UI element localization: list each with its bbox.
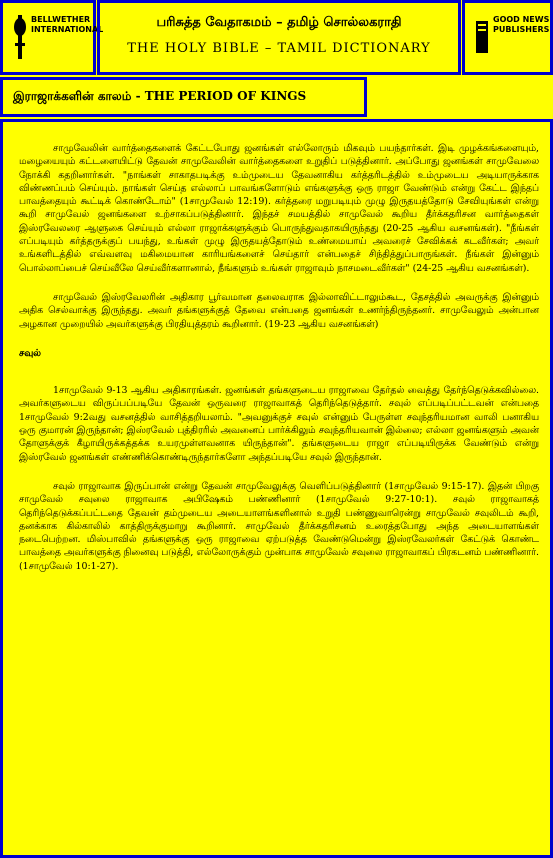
header-title-english: THE HOLY BIBLE – TAMIL DICTIONARY xyxy=(127,41,431,56)
paragraph: சாமுவேல் இஸ்ரவேலரின் அதிகார பூர்வமான தலைவராக இல்லாவிட்டாலும்கூட, தேசத்தில் அவருக்கு இன்னும் அதிக செல்வாக்கு இருந்தது. அவர் தங்களுக்குத் தேவை என்பதை ஜனங்கள் உணர்ந்திருந்தனர். சாமுவேலும் அன்பான அழகான முறையில் அவர்களுக்கு பிரதியுத்தரம் கூறினார். (19-23 ஆகிய வசனங்கள்) xyxy=(19,291,539,330)
bellwether-logo xyxy=(0,0,104,75)
content-box xyxy=(0,119,553,858)
paragraph: சவுல் ராஜாவாக இருப்பான் என்று தேவன் சாமுவேலுக்கு வெளிப்படுத்தினார் (1சாமுவேல் 9:15-17). இதன் பிறகு சாமுவேல் சவுலை ராஜாவாக அபிஷேகம் பண்ணினார் (1சாமுவேல் 9:27-10:1). சவுல் ராஜாவாகத் தெரிந்தெடுக்கப்பட்டதை தேவன் தம்முடைய அடையாளங்களினால் உறுதி பண்ணுவாரென்று சாமுவேல் சவுலிடம் கூறி, தனக்காக கில்காலில் காத்திருக்குமாறு கூறினார். சாமுவேல் தீர்க்கதரிசனம் உரைத்தபோது அந்த அடையாளங்கள் நடைபெற்றன. மிஸ்பாவில் தங்களுக்கு ஒரு ராஜாவை ஏற்படுத்த வேண்டுமென்று இஸ்ரவேலர்கள் கேட்டுக் கொண்ட பாவத்தை அவர்களுக்கு நினைவு படுத்தி, எல்லோருக்கும் முன்பாக சாமுவேல் சவுலை ராஜாவாகப் பிரகடனம் பண்ணினார். (1சாமுவேல் 10:1-27). xyxy=(19,480,539,572)
section-header xyxy=(0,77,367,117)
header-title-tamil: பரிசுத்த வேதாகமம் – தமிழ் சொல்லகராதி xyxy=(156,15,402,30)
paragraph: சாமுவேலின் வார்த்தைகளைக் கேட்டபோது ஜனங்கள் எல்லோரும் மிகவும் பயந்தார்கள். இடி முழக்கங்களையும், மழையையும் கட்டளையிட்டு தேவன் சாமுவேலின் வார்த்தைகளை உறுதிப் படுத்தினார். அப்போது ஜனங்கள் சாமுவேலை நோக்கி கதறினார்கள். "நாங்கள் சாகாதபடிக்கு உம்முடைய தேவனாகிய கர்த்தரிடத்தில் உம்முடைய அடியாருக்காக விண்ணப்பம் செய்யும். நாங்கள் செய்த எல்லாப் பாவங்களோடும் எங்களுக்கு ஒரு ராஜா வேண்டும் என்று கேட்ட இந்தப் பாவத்தையும் கூட்டிக் கொண்டோம்" (1சாமுவேல் 12:19). கர்த்தரை மறுபடியும் முழு இருதயத்தோடு சேவியுங்கள் என்று கூறி சாமுவேல் ஜனங்களை உற்சாகப்படுத்தினார். இந்தச் சமயத்தில் சாமுவேல் கூறிய தீர்க்கதரிசன வார்த்தைகள் இஸ்ரவேலரை ஆளுகை செய்யும் எல்லா ராஜாக்களுக்கும் பொருந்துவதாகயிருந்தது (20-25 ஆகிய வசனங்கள்). "நீங்கள் எப்படியும் கர்த்தருக்குப் பயந்து, உங்கள் முழு இருதயத்தோடும் உண்மையாய் அவரைச் சேவிக்கக் கடவீர்கள்; அவர் உங்களிடத்தில் எவ்வளவு மகிமையான காரியங்களைச் செய்தார் என்பதைச் சிந்தித்துப்பாருங்கள். நீங்கள் இன்னும் பொல்லாப்பைச் செய்வீலே செய்வீர்களானால், நீங்களும் உங்கள் ராஜாவும் நாசமடைவீர்கள்" (24-25 ஆகிய வசனங்கள்). xyxy=(19,143,539,274)
book-icon xyxy=(475,15,489,59)
paragraph: 1சாமுவேல் 9-13 ஆகிய அதிகாரங்கள். ஜனங்கள் தங்களுடைய ராஜாவை தேர்தல் வைத்து தேர்ந்தெடுக்கவில்லை. அவர்களுடைய விருப்பப்படியே தேவன் ஒருவரை ராஜாவாகத் தெரிந்தெடுத்தார். சவுல் எப்படிப்பட்டவன் என்பதை 1சாமுவேல் 9:2வது வசனத்தில் வாசித்தறியலாம். "அவனுக்குச் சவுல் என்னும் பேருள்ள சவுந்தரியமான வாலி பனாகிய ஒரு குமாரன் இருந்தான்; இஸ்ரவேல் புத்திரரில் அவனைப் பார்க்கிலும் சவுந்தரியவான் இல்லை; எல்லா ஜனங்களும் அவன் தோளுக்குக் கீழாயிருக்கத்தக்க உயரமுள்ளவனாக யிருந்தான்". தங்களுடைய ராஜா எப்படியிருக்க வேண்டும் என்று இஸ்ரவேல் ஜனங்கள் எண்ணிக்கொண்டிருந்தார்களோ அந்தப்படியே சவுல் இருந்தான். xyxy=(19,385,539,463)
good-news-logo xyxy=(462,0,553,75)
good-news-logo-text: GOOD NEWS PUBLISHERS xyxy=(493,15,550,35)
bell-icon xyxy=(13,15,27,59)
section-title: இராஜாக்களின் காலம் - THE PERIOD OF KINGS xyxy=(13,89,307,103)
bellwether-logo-text: BELLWETHER INTERNATIONAL xyxy=(31,15,104,35)
body-text xyxy=(19,142,539,589)
subheading: சவுல் xyxy=(19,347,41,359)
page-header xyxy=(97,0,461,75)
